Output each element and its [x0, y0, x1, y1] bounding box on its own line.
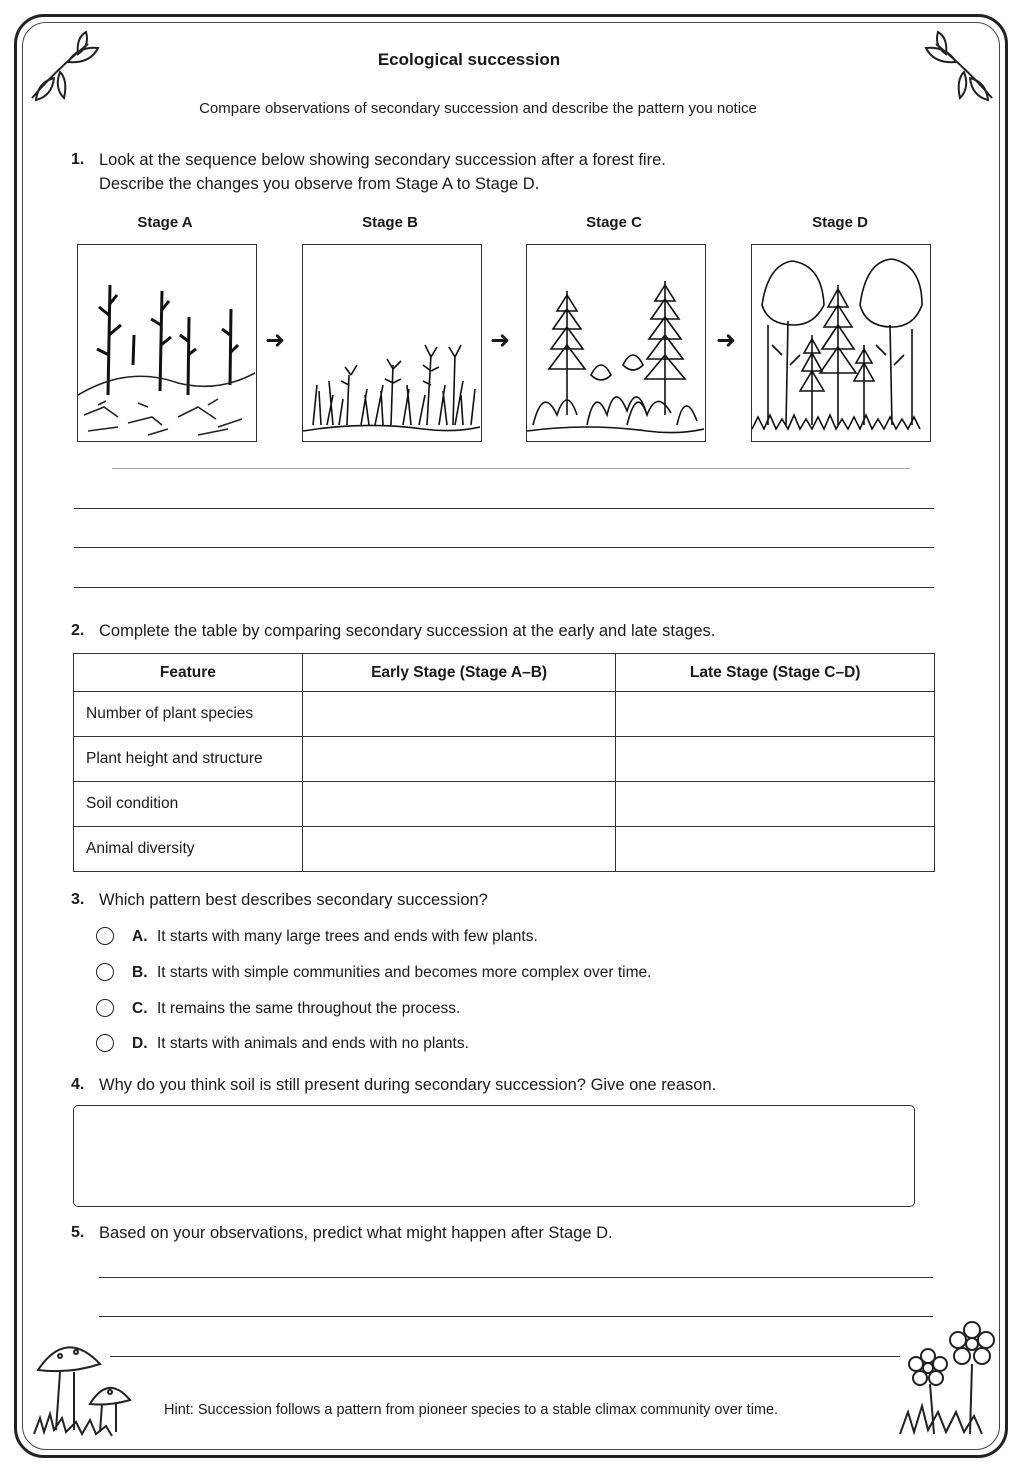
answer-cell[interactable]	[302, 692, 616, 737]
q4-text: Why do you think soil is still present during secondary succession? Give one reason.	[99, 1076, 717, 1094]
option-d-radio[interactable]	[96, 1034, 114, 1052]
row-feature: Plant height and structure	[74, 737, 303, 782]
answer-line[interactable]	[74, 547, 934, 548]
row-feature: Number of plant species	[74, 692, 303, 737]
option-a-letter: A.	[132, 928, 148, 945]
q4-number: 4.	[71, 1076, 85, 1093]
stage-c-image	[526, 244, 706, 442]
option-b-letter: B.	[132, 964, 148, 981]
q1-text-line2: Describe the changes you observe from Stage A to Stage D.	[99, 175, 540, 193]
stage-a-label: Stage A	[137, 214, 193, 231]
option-a-text: It starts with many large trees and ends with few plants.	[157, 928, 538, 945]
q4-answer-box[interactable]	[73, 1105, 915, 1207]
page-title: Ecological succession	[377, 50, 561, 69]
table-row	[74, 692, 935, 737]
answer-cell[interactable]	[302, 782, 616, 827]
stage-b-image	[302, 244, 482, 442]
arrow-right-icon: ➜	[716, 327, 737, 354]
comparison-table	[73, 653, 935, 872]
arrow-right-icon: ➜	[490, 327, 511, 354]
mushroom-icon	[30, 1334, 140, 1444]
option-d-text: It starts with animals and ends with no plants.	[157, 1035, 469, 1052]
option-d-letter: D.	[132, 1035, 148, 1052]
option-c-radio[interactable]	[96, 999, 114, 1017]
flower-icon	[890, 1316, 1000, 1444]
stage-a-image	[77, 244, 257, 442]
header-feature: Feature	[74, 654, 303, 692]
q3-number: 3.	[71, 891, 85, 908]
option-b-radio[interactable]	[96, 963, 114, 981]
row-feature: Soil condition	[74, 782, 303, 827]
answer-cell[interactable]	[616, 692, 935, 737]
q1-number: 1.	[71, 151, 85, 168]
header-late-stage: Late Stage (Stage C–D)	[616, 654, 935, 692]
answer-cell[interactable]	[302, 827, 616, 872]
option-a-radio[interactable]	[96, 927, 114, 945]
option-c-text: It remains the same throughout the process.	[157, 1000, 461, 1017]
answer-cell[interactable]	[616, 737, 935, 782]
q2-text: Complete the table by comparing secondary succession at the early and late stages.	[99, 622, 716, 640]
q5-number: 5.	[71, 1224, 85, 1241]
stage-b-label: Stage B	[362, 214, 418, 231]
header-early-stage: Early Stage (Stage A–B)	[302, 654, 616, 692]
answer-cell[interactable]	[302, 737, 616, 782]
answer-cell[interactable]	[616, 827, 935, 872]
table-header-row	[74, 654, 935, 692]
answer-cell[interactable]	[616, 782, 935, 827]
option-c-letter: C.	[132, 1000, 148, 1017]
answer-line[interactable]	[74, 587, 934, 588]
stage-d-image	[751, 244, 931, 442]
answer-line[interactable]	[74, 508, 934, 509]
answer-line[interactable]	[112, 468, 910, 469]
stage-c-label: Stage C	[586, 214, 642, 231]
table-row	[74, 827, 935, 872]
option-b-text: It starts with simple communities and becomes more complex over time.	[157, 964, 652, 981]
answer-line[interactable]	[99, 1316, 933, 1317]
q2-number: 2.	[71, 622, 85, 639]
row-feature: Animal diversity	[74, 827, 303, 872]
table-row	[74, 782, 935, 827]
page-subtitle: Compare observations of secondary succession and describe the pattern you notice	[199, 100, 757, 117]
answer-line[interactable]	[110, 1356, 900, 1357]
q5-text: Based on your observations, predict what might happen after Stage D.	[99, 1224, 613, 1242]
answer-line[interactable]	[99, 1277, 933, 1278]
arrow-right-icon: ➜	[265, 327, 286, 354]
hint-text: Hint: Succession follows a pattern from pioneer species to a stable climax community over time.	[164, 1402, 779, 1418]
stage-d-label: Stage D	[812, 214, 868, 231]
table-row	[74, 737, 935, 782]
q3-text: Which pattern best describes secondary succession?	[99, 891, 488, 909]
q1-text-line1: Look at the sequence below showing secondary succession after a forest fire.	[99, 151, 666, 169]
